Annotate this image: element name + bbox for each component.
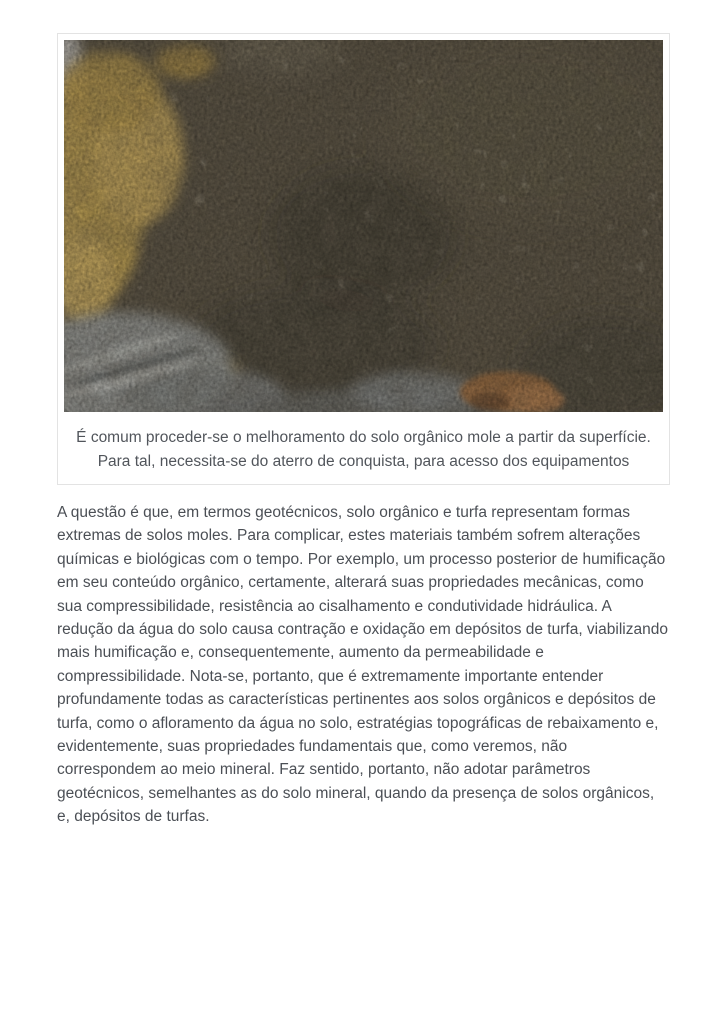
- article-paragraph: A questão é que, em termos geotécnicos, solo orgânico e turfa representam formas extremas de solos moles. Para complicar, estes materiais também sofrem alterações químicas e biológicas com o tempo. Por exemplo, um processo posterior de humificação em seu conteúdo orgânico, certamente, alterará suas propriedades mecânicas, como sua compressibilidade, resistência ao cisalhamento e condutividade hidráulica. A redução da água do solo causa contração e oxidação em depósitos de turfa, viabilizando mais humificação e, consequentemente, aumento da permeabilidade e compressibilidade. Nota-se, portanto, que é extremamente importante entender profundamente todas as características pertinentes aos solos orgânicos e depósitos de turfa, como o afloramento da água no solo, estratégias topográficas de rebaixamento e, evidentemente, suas propriedades fundamentais que, como veremos, não correspondem ao meio mineral. Faz sentido, portanto, não adotar parâmetros geotécnicos, semelhantes as do solo mineral, quando da presença de solos orgânicos, e, depósitos de turfas.: [57, 504, 668, 826]
- photo-caption: É comum proceder-se o melhoramento do solo orgânico mole a partir da superfície. Para tal, necessita-se do aterro de conquista, para acesso dos equipamentos: [76, 429, 651, 470]
- soil-photo-art: [64, 40, 663, 412]
- soil-photo: [64, 40, 663, 412]
- soil-photo-figure: [57, 33, 670, 485]
